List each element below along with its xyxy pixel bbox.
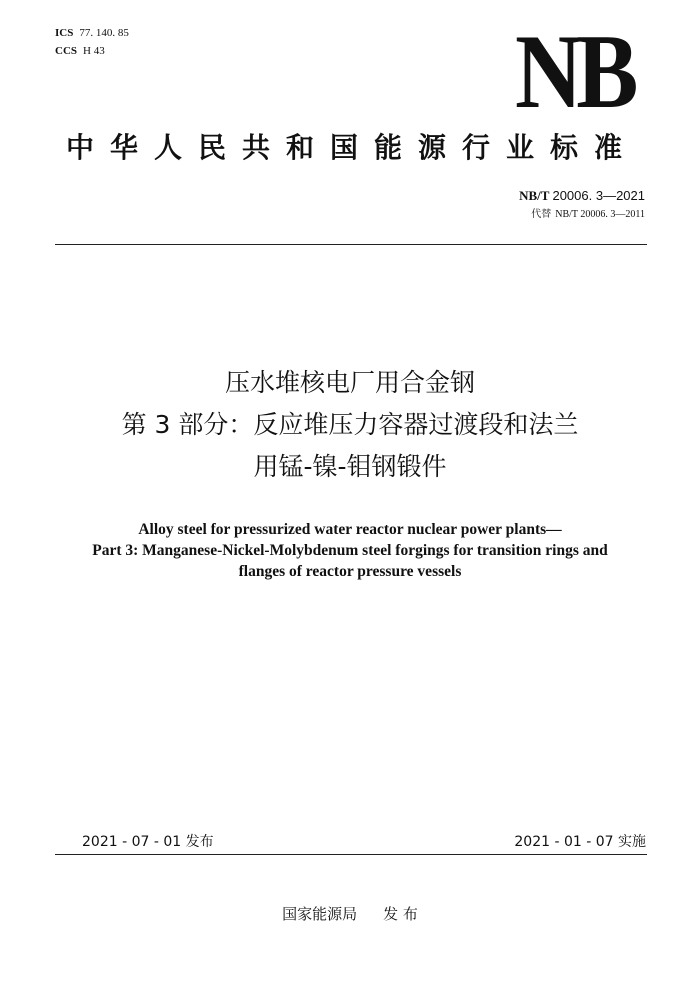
replaces-label: 代替 bbox=[531, 209, 552, 220]
ccs-code bbox=[55, 42, 129, 60]
issue-date: 2021 - 07 - 01 发布 bbox=[82, 834, 214, 850]
classification-codes bbox=[55, 24, 129, 60]
replaces-value: NB/T 20006. 3—2011 bbox=[555, 209, 645, 220]
english-title-line-1: Alloy steel for pressurized water reactor nuclear power plants— bbox=[138, 521, 562, 538]
ics-label: ICS bbox=[55, 27, 74, 39]
bottom-divider bbox=[55, 854, 647, 855]
issuer-line bbox=[0, 903, 700, 925]
standard-number bbox=[519, 186, 645, 206]
ccs-value: H 43 bbox=[83, 45, 105, 57]
organization-name: 中华人民共和国能源行业标准 bbox=[65, 131, 638, 164]
top-divider bbox=[55, 244, 647, 245]
replaces-standard bbox=[519, 206, 645, 224]
english-title-line-2: Part 3: Manganese-Nickel-Molybdenum steel forgings for transition rings and bbox=[92, 542, 608, 559]
ccs-label: CCS bbox=[55, 45, 78, 57]
standard-code: 20006. 3—2021 bbox=[552, 188, 645, 203]
chinese-title-line-1: 压水堆核电厂用合金钢 bbox=[224, 368, 475, 397]
ics-value: 77. 140. 85 bbox=[79, 27, 129, 39]
implementation-date: 2021 - 01 - 07 实施 bbox=[514, 834, 646, 850]
ics-code bbox=[55, 24, 129, 42]
english-title bbox=[50, 519, 650, 582]
standard-prefix: NB/T bbox=[519, 188, 550, 203]
nb-logo: NB bbox=[514, 13, 632, 130]
issuer-action: 发 布 bbox=[383, 905, 418, 923]
chinese-title-line-2: 第 3 部分：反应堆压力容器过渡段和法兰 bbox=[121, 410, 579, 439]
english-title-line-3: flanges of reactor pressure vessels bbox=[238, 563, 462, 580]
chinese-title bbox=[40, 362, 660, 488]
issuer-name: 国家能源局 bbox=[282, 905, 358, 923]
chinese-title-line-3: 用锰-镍-钼钢锻件 bbox=[253, 452, 447, 481]
standard-number-block bbox=[519, 186, 645, 224]
